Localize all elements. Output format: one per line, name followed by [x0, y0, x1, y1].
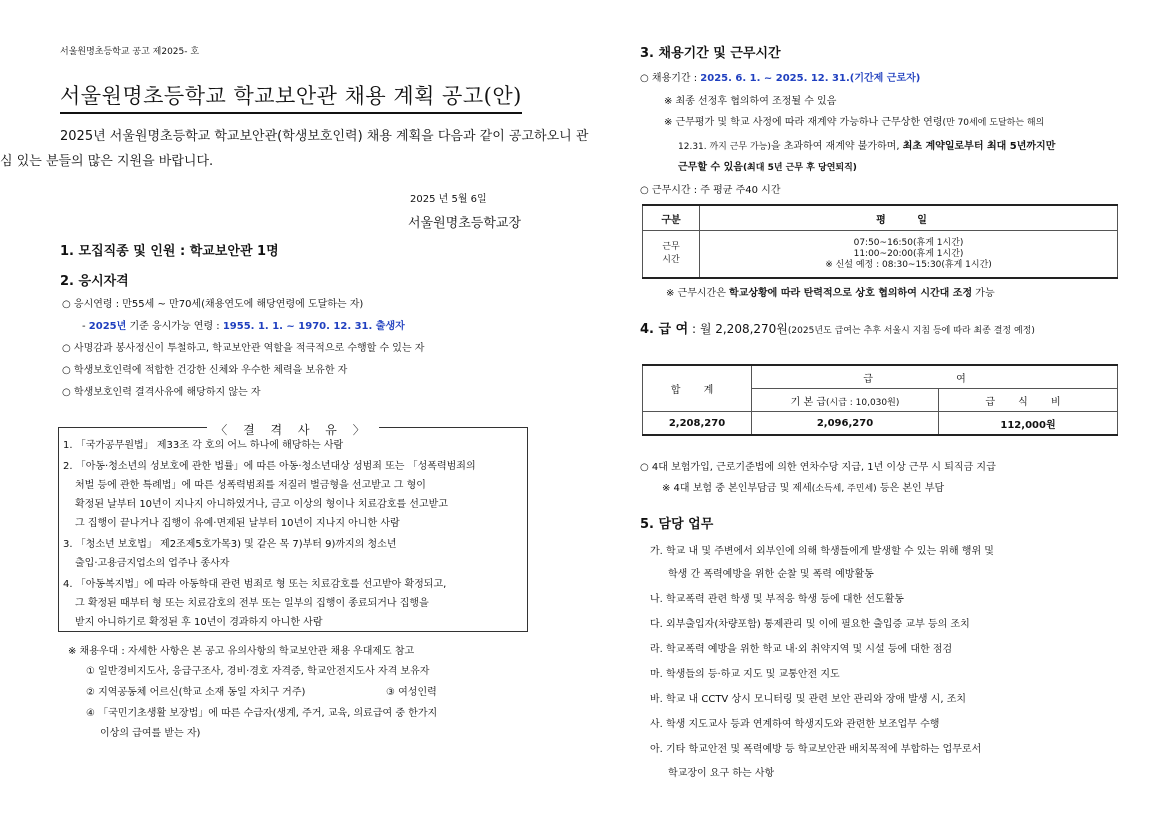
- period-prefix: ○ 채용기간 :: [640, 73, 701, 84]
- section4-title: 4. 급 여: [640, 322, 689, 337]
- age-basis-line: [82, 317, 405, 332]
- salary-amount: 월 2,208,270원: [699, 322, 788, 336]
- issuer: 서울원명초등학교장: [408, 216, 522, 231]
- base-pay-header: [752, 389, 939, 412]
- renewal-note-line2: [678, 134, 1055, 153]
- preference-item: ③ 여성인력: [386, 687, 437, 698]
- tax-note: [662, 479, 944, 494]
- section2-title: 2. 응시자격: [60, 274, 129, 289]
- table-header-category: 구분: [643, 205, 700, 231]
- base-hourly: (시급 : 10,030원): [825, 397, 900, 408]
- hours-row-slots: [700, 231, 1118, 279]
- base-label: 기 본 급: [790, 396, 826, 408]
- age-basis-year: 2025년: [88, 321, 127, 332]
- employment-period: [640, 69, 920, 84]
- salary-sep: :: [688, 322, 700, 336]
- disqualification-line: 2. 「아동·청소년의 성보호에 관한 법률」에 따른 아동·청소년대상 성범죄 또는 「성폭력범죄의: [63, 461, 476, 472]
- renewal-note-text: 을 초과하여 재계약 불가하며,: [770, 141, 903, 152]
- working-hours-table: [642, 204, 1118, 279]
- disqualification-line: 확정된 날부터 10년이 지나지 아니하였거나, 금고 이상의 형이나 치료감호를 선고받고: [75, 499, 448, 510]
- table-header-weekday: 평 일: [700, 205, 1118, 231]
- total-value: 2,208,270: [643, 412, 752, 436]
- renewal-note-small: 12.31. 까지 근무 가능): [678, 142, 771, 152]
- preference-item: ① 일반경비지도사, 응급구조사, 경비·경호 자격증, 학교안전지도사 자격 보유자: [86, 666, 430, 677]
- renewal-note-small: (최대 5년 근무 후 당연퇴직): [742, 163, 857, 173]
- renewal-note-text: ※ 근무평가 및 학교 사정에 따라 재계약 가능하나 근무상한 연령: [664, 117, 943, 128]
- qualification-item: ○ 학생보호인력 결격사유에 해당하지 않는 자: [62, 387, 261, 398]
- meal-header: 급 식 비: [939, 389, 1118, 412]
- row-label-part: 시간: [662, 255, 680, 265]
- duty-item: 바. 학교 내 CCTV 상시 모니터링 및 관련 보안 관리와 장애 발생 시, 조치: [650, 694, 967, 705]
- salary-line: [640, 318, 1035, 337]
- disqualification-line: 받지 아니하기로 확정된 후 10년이 경과하지 아니한 사람: [75, 617, 323, 628]
- disqualification-line: 출입·고용금지업소의 업주나 종사자: [75, 558, 230, 569]
- table-row: [643, 365, 1118, 389]
- flex-suffix: 가능: [972, 288, 995, 299]
- flex-hours-note: [666, 284, 995, 299]
- working-hours-line: ○ 근무시간 : 주 평균 주40 시간: [640, 185, 781, 196]
- disqualification-heading: 〈 결 격 사 유 〉: [207, 423, 378, 437]
- renewal-note-small: (만 70세에 도달하는 해의: [942, 118, 1045, 128]
- qualification-item: ○ 사명감과 봉사정신이 투철하고, 학교보안관 역할을 적극적으로 수행할 수 있는 자: [62, 343, 425, 354]
- duty-item: 라. 학교폭력 예방을 위한 학교 내·외 취약지역 및 시설 등에 대한 점검: [650, 644, 953, 655]
- renewal-note-bold: 근무할 수 있음: [678, 162, 743, 173]
- notice-date: 2025 년 5월 6일: [410, 194, 487, 205]
- time-slot: 11:00~20:00(휴게 1시간): [853, 248, 964, 259]
- age-basis-mid: 기준 응시가능 연령 :: [126, 321, 223, 332]
- preference-note: ※ 채용우대 : 자세한 사항은 본 공고 유의사항의 학교보안관 채용 우대제도 참고: [68, 646, 415, 657]
- period-note: ※ 최종 선정후 협의하여 조정될 수 있음: [664, 96, 837, 107]
- duty-item: 가. 학교 내 및 주변에서 외부인에 의해 학생들에게 발생할 수 있는 위해 행위 및: [650, 546, 994, 557]
- duty-item: 학생 간 폭력예방을 위한 순찰 및 폭력 예방활동: [668, 569, 874, 580]
- table-row: [643, 412, 1118, 436]
- age-basis-range: 1955. 1. 1. ~ 1970. 12. 31. 출생자: [222, 321, 405, 332]
- page-title: 서울원명초등학교 학교보안관 채용 계획 공고(안): [60, 80, 522, 114]
- renewal-note-line3: [678, 155, 857, 174]
- disqualification-line: 그 확정된 때부터 형 또는 치료감호의 전부 또는 일부의 집행이 종료되거나 집행을: [75, 598, 429, 609]
- meal-value: 112,000원: [939, 412, 1118, 436]
- disqualification-line: 1. 「국가공무원법」 제33조 각 호의 어느 하나에 해당하는 사람: [63, 440, 344, 451]
- duty-item: 나. 학교폭력 관련 학생 및 부적응 학생 등에 대한 선도활동: [650, 594, 904, 605]
- intro-paragraph: 2025년 서울원명초등학교 학교보안관(학생보호인력) 채용 계획을 다음과 같이 공고하오니 관심 있는 분들의 많은 지원을 바랍니다.: [0, 129, 589, 169]
- time-slot: ※ 신설 예정 : 08:30~15:30(휴게 1시간): [825, 259, 992, 270]
- duty-item: 마. 학생들의 등·하교 지도 및 교통안전 지도: [650, 669, 840, 680]
- pay-label: 급 여: [752, 365, 1118, 389]
- age-basis-prefix: -: [82, 321, 89, 332]
- qualification-item: ○ 학생보호인력에 적합한 건강한 신체와 우수한 체력을 보유한 자: [62, 365, 348, 376]
- disqualification-line: 처벌 등에 관한 특례법」에 따른 성폭력범죄를 저질러 벌금형을 선고받고 그 형이: [75, 480, 426, 491]
- table-row: [643, 231, 1118, 279]
- renewal-note-bold: 최초 계약일로부터 최대 5년까지만: [902, 141, 1056, 152]
- tax-note-text: 등은 본인 부담: [876, 483, 945, 494]
- preference-item: ④ 「국민기초생활 보장법」에 따른 수급자(생계, 주거, 교육, 의료급여 중 한가지: [86, 708, 438, 719]
- disqualification-line: 3. 「청소년 보호법」 제2조제5호가목3) 및 같은 목 7)부터 9)까지의 청소년: [63, 539, 397, 550]
- disqualification-line: 4. 「아동복지법」에 따라 아동학대 관련 범죄로 형 또는 치료감호를 선고받아 확정되고,: [63, 579, 447, 590]
- renewal-note-line1: [664, 113, 1044, 128]
- preference-item: 이상의 급여를 받는 자): [100, 728, 201, 739]
- disqualification-line: 그 집행이 끝나거나 집행이 유예·면제된 날부터 10년이 지나지 아니한 사람: [75, 518, 400, 529]
- period-value: 2025. 6. 1. ~ 2025. 12. 31.(기간제 근로자): [700, 73, 921, 84]
- base-value: 2,096,270: [752, 412, 939, 436]
- preference-item: ② 지역공동체 어르신(학교 소재 동일 자치구 거주): [86, 687, 306, 698]
- tax-note-text: ※ 4대 보험 중 본인부담금 및 제세: [662, 483, 812, 494]
- row-label-part: 근무: [662, 242, 680, 252]
- tax-note-small: (소득세, 주민세): [811, 484, 877, 494]
- duty-item: 다. 외부출입자(차량포함) 통제관리 및 이에 필요한 출입증 교부 등의 조치: [650, 619, 970, 630]
- duty-item: 사. 학생 지도교사 등과 연계하여 학생지도와 관련한 보조업무 수행: [650, 719, 940, 730]
- salary-note: (2025년도 급여는 추후 서울시 지침 등에 따라 최종 결정 예정): [787, 326, 1035, 336]
- disqualification-box: [58, 423, 528, 632]
- section1-title: 1. 모집직종 및 인원 : 학교보안관 1명: [60, 244, 279, 259]
- section3-title: 3. 채용기간 및 근무시간: [640, 46, 781, 61]
- insurance-note: ○ 4대 보험가입, 근로기준법에 의한 연차수당 지급, 1년 이상 근무 시 퇴직금 지급: [640, 462, 996, 473]
- flex-prefix: ※ 근무시간은: [666, 288, 730, 299]
- age-line: ○ 응시연령 : 만55세 ~ 만70세(채용연도에 해당연령에 도달하는 자): [62, 299, 364, 310]
- duty-item: 아. 기타 학교안전 및 폭력예방 등 학교보안관 배치목적에 부합하는 업무로서: [650, 744, 982, 755]
- hours-row-label: [643, 231, 700, 279]
- total-label: 합 계: [643, 365, 752, 412]
- section5-title: 5. 담당 업무: [640, 517, 714, 532]
- doc-number: 서울원명초등학교 공고 제2025- 호: [60, 47, 200, 57]
- time-slot: 07:50~16:50(휴게 1시간): [853, 237, 964, 248]
- salary-table: [642, 364, 1118, 436]
- flex-bold: 학교상황에 따라 탄력적으로 상호 협의하여 시간대 조정: [729, 288, 973, 299]
- duty-item: 학교장이 요구 하는 사항: [668, 768, 775, 779]
